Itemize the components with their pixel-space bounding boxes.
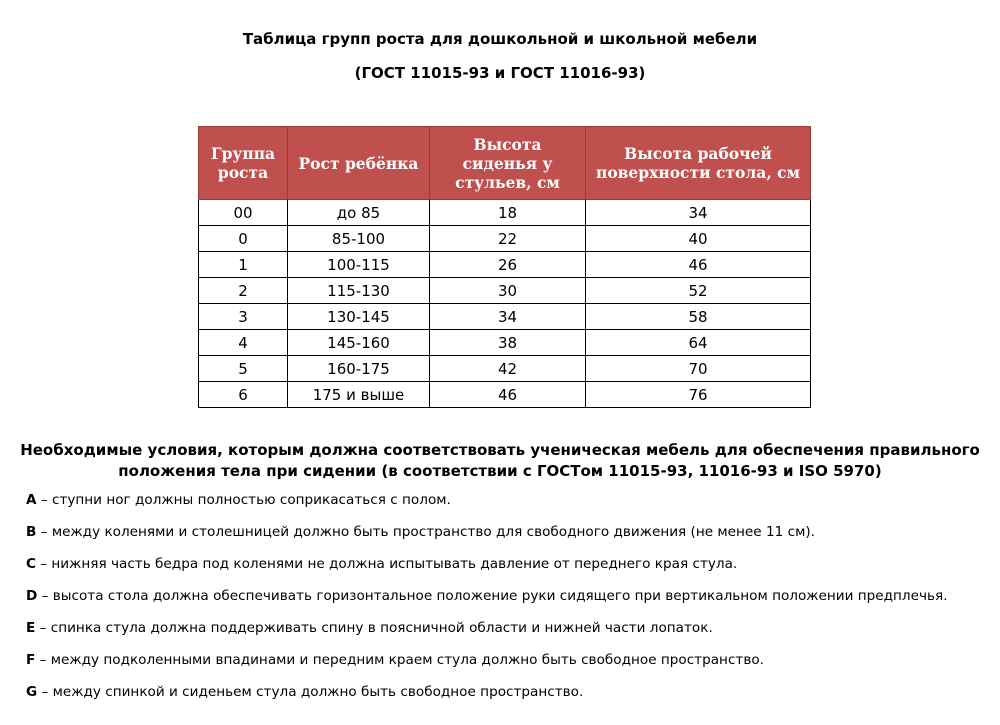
cell-child-height: до 85 (288, 200, 430, 226)
condition-letter: C (26, 556, 36, 572)
condition-text: – нижняя часть бедра под коленями не должна испытывать давление от переднего края стула. (35, 556, 738, 572)
header-desk-height: Высота рабочей поверхности стола, см (586, 127, 811, 200)
cell-group: 6 (199, 382, 288, 408)
condition-text: – между спинкой и сиденьем стула должно быть свободное пространство. (37, 684, 584, 700)
condition-letter: B (26, 524, 37, 540)
cell-child-height: 115-130 (288, 278, 430, 304)
height-groups-table (198, 126, 811, 408)
cell-desk-height: 46 (586, 252, 811, 278)
cell-desk-height: 70 (586, 356, 811, 382)
conditions-heading: Необходимые условия, которым должна соответствовать ученическая мебель для обеспечения правильного положения тела при сидении (в соответствии с ГОСТом 11015-93, 11016-93 и ISO 5970) (20, 441, 980, 480)
table-header-row (199, 127, 811, 200)
condition-item-d (26, 584, 986, 616)
condition-text: – между коленями и столешницей должно быть пространство для свободного движения (не менее 11 см). (36, 524, 815, 540)
table-row (199, 226, 811, 252)
cell-child-height: 130-145 (288, 304, 430, 330)
cell-desk-height: 64 (586, 330, 811, 356)
cell-desk-height: 40 (586, 226, 811, 252)
condition-letter: E (26, 620, 36, 636)
cell-group: 1 (199, 252, 288, 278)
cell-seat-height: 38 (430, 330, 586, 356)
table-row (199, 304, 811, 330)
cell-seat-height: 46 (430, 382, 586, 408)
condition-item-b (26, 520, 986, 552)
cell-desk-height: 58 (586, 304, 811, 330)
header-seat-height: Высота сиденья у стульев, см (430, 127, 586, 200)
table-row (199, 330, 811, 356)
cell-group: 5 (199, 356, 288, 382)
condition-item-f (26, 648, 986, 680)
cell-child-height: 175 и выше (288, 382, 430, 408)
condition-text: – между подколенными впадинами и передним краем стула должно быть свободное пространство. (35, 652, 764, 668)
table-row (199, 356, 811, 382)
condition-item-a (26, 488, 986, 520)
condition-letter: F (26, 652, 36, 668)
cell-child-height: 145-160 (288, 330, 430, 356)
page-title: Таблица групп роста для дошкольной и школьной мебели (242, 30, 758, 48)
cell-desk-height: 34 (586, 200, 811, 226)
table-row (199, 278, 811, 304)
cell-seat-height: 30 (430, 278, 586, 304)
cell-desk-height: 76 (586, 382, 811, 408)
cell-child-height: 100-115 (288, 252, 430, 278)
cell-seat-height: 22 (430, 226, 586, 252)
header-height-group: Группа роста (199, 127, 288, 200)
condition-text: – высота стола должна обеспечивать горизонтальное положение руки сидящего при вертикальном положении предплечья. (37, 588, 948, 604)
cell-seat-height: 26 (430, 252, 586, 278)
table-row (199, 252, 811, 278)
cell-group: 00 (199, 200, 288, 226)
table-row (199, 382, 811, 408)
conditions-list (26, 488, 986, 712)
condition-text: – ступни ног должны полностью соприкасаться с полом. (36, 492, 451, 508)
cell-desk-height: 52 (586, 278, 811, 304)
page-subtitle-gost: (ГОСТ 11015-93 и ГОСТ 11016-93) (354, 64, 646, 82)
condition-letter: G (26, 684, 38, 700)
cell-group: 2 (199, 278, 288, 304)
condition-letter: D (26, 588, 38, 604)
cell-child-height: 85-100 (288, 226, 430, 252)
cell-group: 0 (199, 226, 288, 252)
condition-item-g (26, 680, 986, 712)
header-child-height: Рост ребёнка (288, 127, 430, 200)
cell-group: 4 (199, 330, 288, 356)
cell-seat-height: 34 (430, 304, 586, 330)
condition-item-c (26, 552, 986, 584)
cell-child-height: 160-175 (288, 356, 430, 382)
condition-letter: A (26, 492, 37, 508)
cell-seat-height: 18 (430, 200, 586, 226)
cell-group: 3 (199, 304, 288, 330)
condition-item-e (26, 616, 986, 648)
table-row (199, 200, 811, 226)
condition-text: – спинка стула должна поддерживать спину в поясничной области и нижней части лопаток. (35, 620, 713, 636)
cell-seat-height: 42 (430, 356, 586, 382)
